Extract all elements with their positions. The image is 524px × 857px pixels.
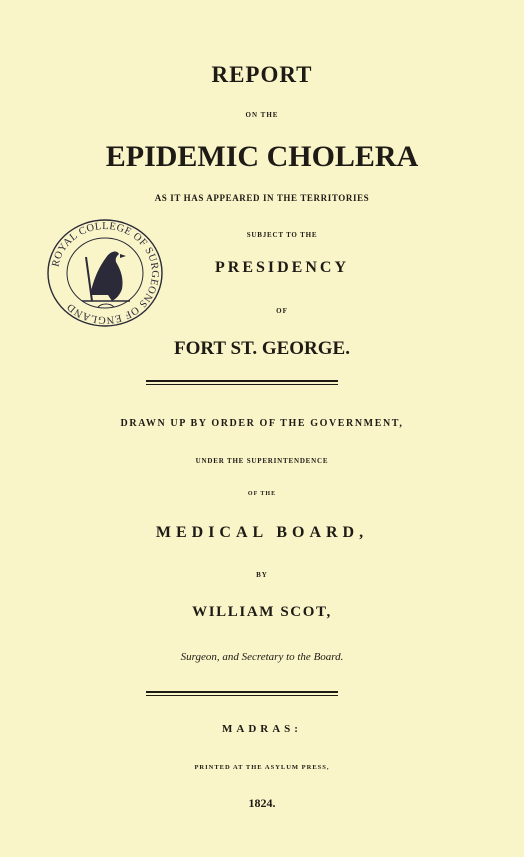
author-title: Surgeon, and Secretary to the Board.: [180, 651, 344, 663]
place-of-publication: MADRAS:: [222, 723, 302, 735]
drawn-up-text: DRAWN UP BY ORDER OF THE GOVERNMENT,: [120, 418, 404, 429]
on-the-text: ON THE: [245, 111, 279, 119]
fort-st-george-text: FORT ST. GEORGE.: [173, 338, 350, 359]
printer-text: PRINTED AT THE ASYLUM PRESS,: [194, 764, 330, 771]
medical-board-text: MEDICAL BOARD,: [155, 524, 369, 541]
as-it-appeared-text: AS IT HAS APPEARED IN THE TERRITORIES: [154, 193, 370, 203]
svg-text:ROYAL COLLEGE OF SURGEONS OF E: ROYAL COLLEGE OF SURGEONS OF ENGLAND: [50, 220, 161, 326]
publication-year: 1824.: [248, 796, 276, 810]
by-text: BY: [256, 571, 268, 579]
presidency-text: PRESIDENCY: [214, 259, 349, 276]
superintendence-text: UNDER THE SUPERINTENDENCE: [195, 457, 329, 465]
of-text: OF: [276, 307, 288, 315]
title-epidemic-cholera: EPIDEMIC CHOLERA: [105, 140, 419, 173]
title-report: REPORT: [211, 62, 313, 87]
of-the-text: OF THE: [247, 491, 277, 497]
double-rule-divider: [146, 380, 338, 385]
author-name: WILLIAM SCOT,: [192, 604, 332, 620]
subject-to-text: SUBJECT TO THE: [246, 231, 318, 239]
double-rule-divider: [146, 691, 338, 696]
